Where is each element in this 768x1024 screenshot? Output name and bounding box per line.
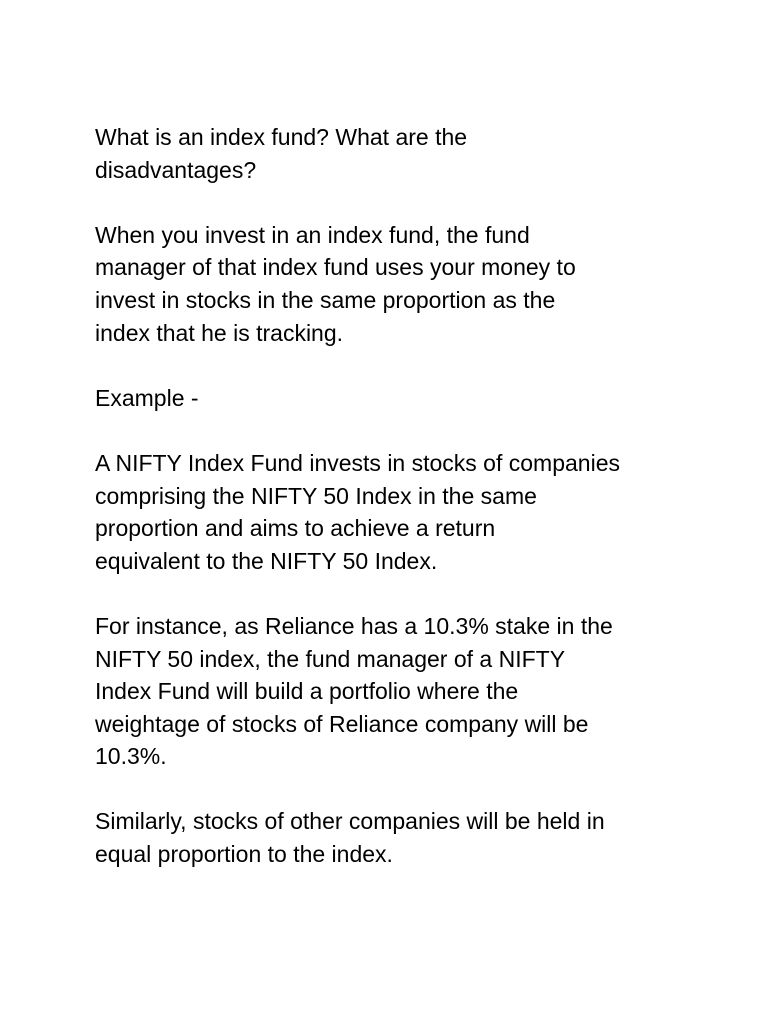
text-line: manager of that index fund uses your money to [95, 254, 576, 281]
text-line: Example - [95, 384, 199, 411]
text-line: Index Fund will build a portfolio where the [95, 678, 519, 705]
text-line: For instance, as Reliance has a 10.3% stake in the [95, 612, 613, 639]
text-line: disadvantages? [95, 156, 257, 183]
text-line: weightage of stocks of Reliance company will be [95, 710, 589, 737]
paragraph-definition [95, 219, 695, 349]
text-line: What is an index fund? What are the [95, 124, 468, 150]
text-line: When you invest in an index fund, the fund [95, 221, 530, 248]
text-line: 10.3%. [95, 743, 167, 770]
text-line: equal proportion to the index. [95, 841, 393, 868]
text-line: comprising the NIFTY 50 Index in the same [95, 482, 537, 509]
text-line: Similarly, stocks of other companies will be held in [95, 808, 605, 835]
document-page [95, 121, 695, 903]
text-line: proportion and aims to achieve a return [95, 515, 496, 542]
text-line: equivalent to the NIFTY 50 Index. [95, 547, 438, 574]
paragraph-reliance-example [95, 610, 695, 773]
paragraph-example-label [95, 382, 695, 415]
text-line: index that he is tracking. [95, 319, 344, 346]
text-line: NIFTY 50 index, the fund manager of a NIFTY [95, 645, 566, 672]
paragraph-similarly [95, 805, 695, 870]
text-line: invest in stocks in the same proportion as the [95, 286, 556, 313]
paragraph-nifty-fund [95, 447, 695, 577]
text-line: A NIFTY Index Fund invests in stocks of companies [95, 449, 620, 476]
question-heading [95, 121, 695, 186]
